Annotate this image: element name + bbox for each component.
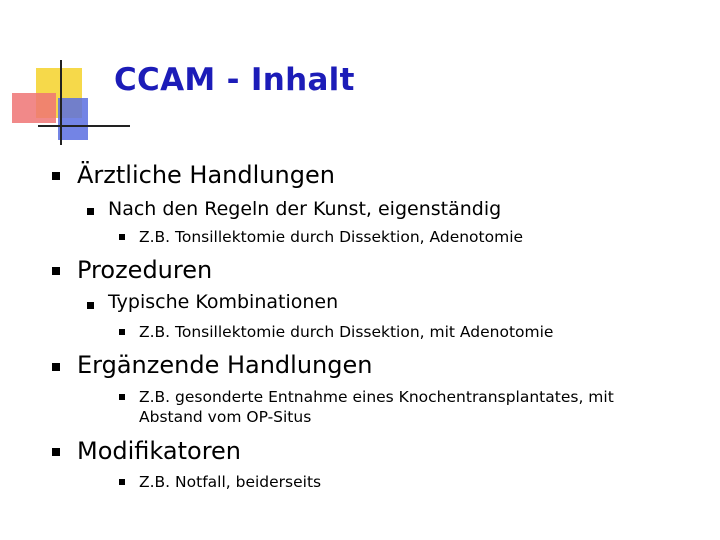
list-item: Z.B. Tonsillektomie durch Dissektion, Adenotomie	[139, 228, 524, 246]
list-item: Modifikatoren	[77, 437, 242, 465]
ornament-blue-square	[58, 98, 88, 140]
bullet-icon	[119, 394, 125, 400]
bullet-icon	[52, 172, 60, 180]
list-item: Typische Kombinationen	[108, 291, 339, 313]
slide-title: CCAM - Inhalt	[114, 62, 355, 98]
bullet-icon	[119, 234, 125, 240]
bullet-icon	[119, 479, 125, 485]
list-item: Z.B. Notfall, beiderseits	[139, 473, 322, 491]
list-item-continuation: Abstand vom OP-Situs	[139, 408, 312, 426]
bullet-icon	[52, 448, 60, 456]
ornament-red-square	[12, 93, 56, 123]
bullet-icon	[87, 302, 94, 309]
list-item: Z.B. gesonderte Entnahme eines Knochentransplantates, mit	[139, 388, 614, 406]
bullet-icon	[119, 329, 125, 335]
list-item: Ergänzende Handlungen	[77, 351, 373, 379]
bullet-icon	[87, 208, 94, 215]
list-item: Nach den Regeln der Kunst, eigenständig	[108, 198, 502, 220]
bullet-icon	[52, 267, 60, 275]
bullet-icon	[52, 363, 60, 371]
list-item: Prozeduren	[77, 256, 213, 284]
list-item: Ärztliche Handlungen	[77, 161, 335, 189]
list-item: Z.B. Tonsillektomie durch Dissektion, mit Adenotomie	[139, 323, 554, 341]
